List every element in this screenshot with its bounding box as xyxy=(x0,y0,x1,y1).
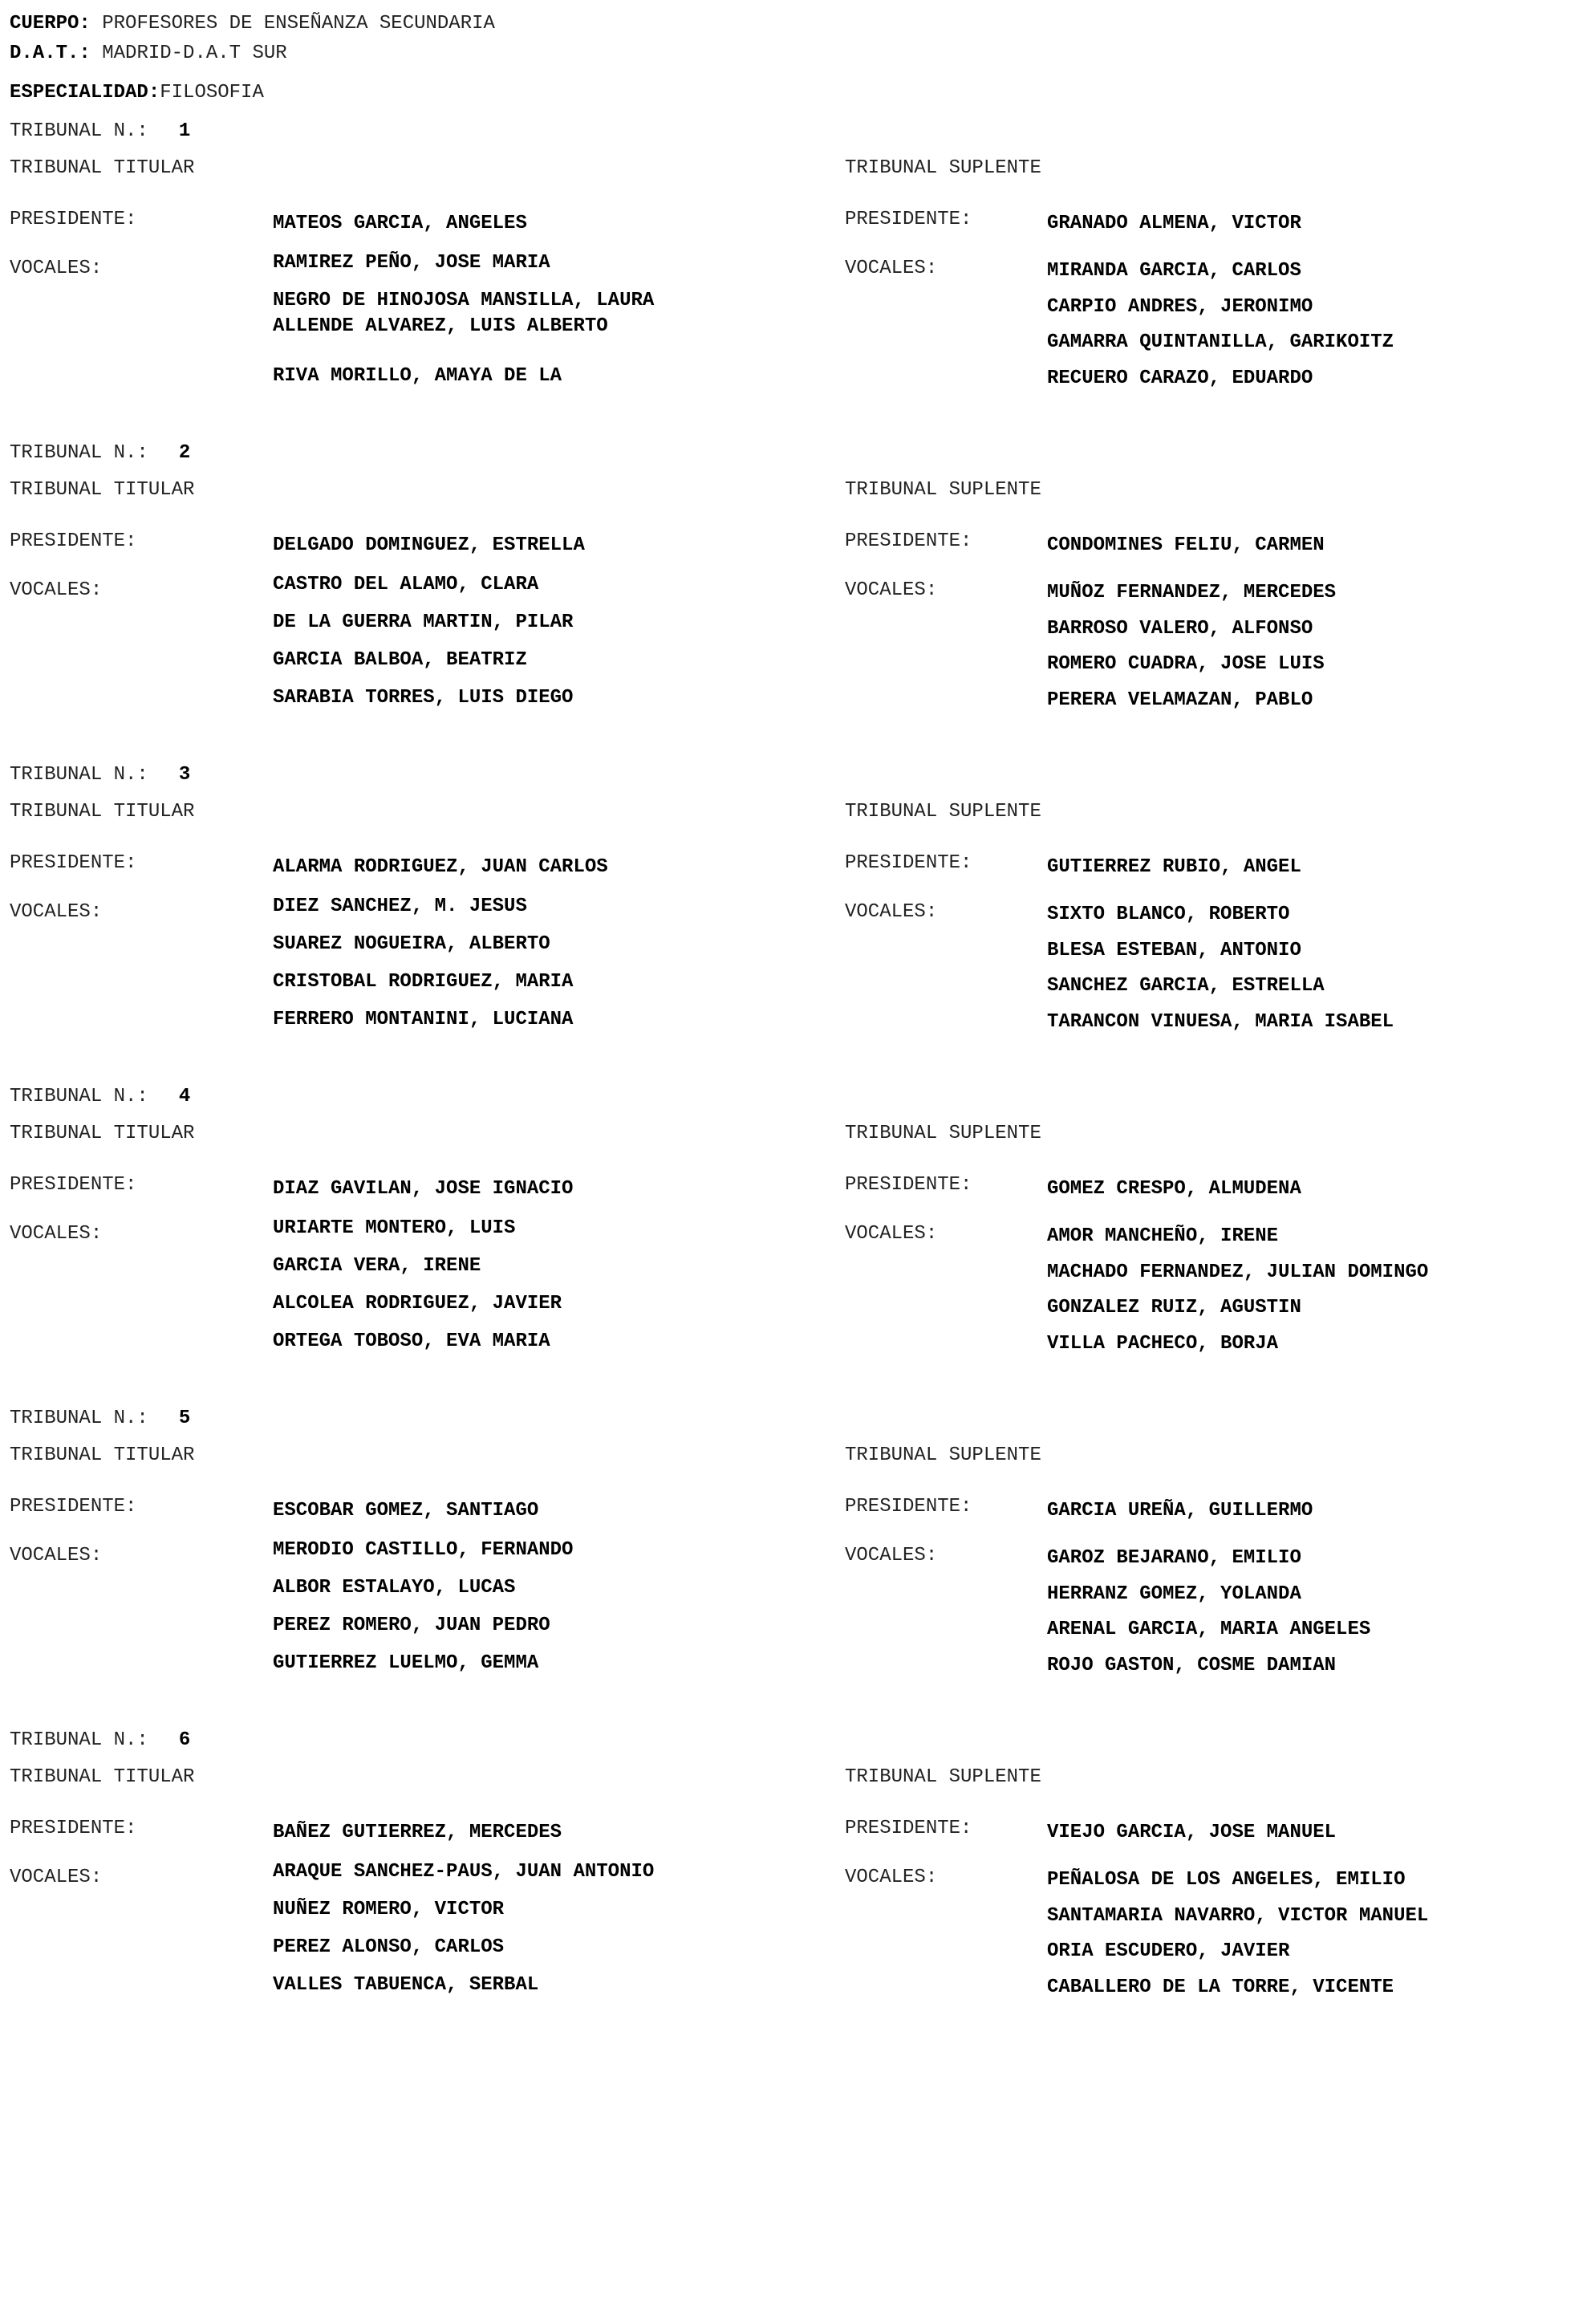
dat-line xyxy=(10,44,287,63)
suplente-presidente-label: PRESIDENTE: xyxy=(845,1174,972,1196)
dat-label: D.A.T.: xyxy=(10,43,91,64)
titular-vocales-label: VOCALES: xyxy=(10,579,103,601)
suplente-vocal: HERRANZ GOMEZ, YOLANDA xyxy=(1047,1583,1301,1605)
suplente-presidente: GARCIA UREÑA, GUILLERMO xyxy=(1047,1500,1313,1522)
tribunal-number-label: TRIBUNAL N.: xyxy=(10,1408,148,1429)
suplente-vocal: ORIA ESCUDERO, JAVIER xyxy=(1047,1940,1290,1962)
especialidad-value: FILOSOFIA xyxy=(160,82,264,104)
tribunal-number-label: TRIBUNAL N.: xyxy=(10,1729,148,1751)
suplente-vocal: MACHADO FERNANDEZ, JULIAN DOMINGO xyxy=(1047,1261,1429,1283)
titular-vocal: ARAQUE SANCHEZ-PAUS, JUAN ANTONIO xyxy=(273,1861,655,1883)
titular-vocal: DE LA GUERRA MARTIN, PILAR xyxy=(273,611,574,633)
titular-heading: TRIBUNAL TITULAR xyxy=(10,479,195,501)
tribunal-number-label: TRIBUNAL N.: xyxy=(10,1086,148,1107)
titular-heading: TRIBUNAL TITULAR xyxy=(10,801,195,823)
suplente-vocal: CARPIO ANDRES, JERONIMO xyxy=(1047,295,1313,318)
tribunal-number-label: TRIBUNAL N.: xyxy=(10,442,148,464)
suplente-heading: TRIBUNAL SUPLENTE xyxy=(845,479,1041,501)
titular-vocal: SARABIA TORRES, LUIS DIEGO xyxy=(273,687,574,709)
suplente-heading: TRIBUNAL SUPLENTE xyxy=(845,801,1041,823)
titular-presidente: MATEOS GARCIA, ANGELES xyxy=(273,213,527,234)
cuerpo-value: PROFESORES DE ENSEÑANZA SECUNDARIA xyxy=(102,13,495,35)
tribunal-number-label: TRIBUNAL N.: xyxy=(10,120,148,142)
titular-vocal: VALLES TABUENCA, SERBAL xyxy=(273,1974,539,1996)
titular-presidente: DELGADO DOMINGUEZ, ESTRELLA xyxy=(273,534,585,556)
suplente-heading: TRIBUNAL SUPLENTE xyxy=(845,157,1041,179)
tribunal-number: 1 xyxy=(178,120,191,142)
titular-vocal: FERRERO MONTANINI, LUCIANA xyxy=(273,1009,574,1030)
suplente-heading: TRIBUNAL SUPLENTE xyxy=(845,1123,1041,1144)
titular-vocal: ALLENDE ALVAREZ, LUIS ALBERTO xyxy=(273,315,608,337)
titular-heading: TRIBUNAL TITULAR xyxy=(10,157,195,179)
suplente-presidente-label: PRESIDENTE: xyxy=(845,530,972,552)
titular-vocal: SUAREZ NOGUEIRA, ALBERTO xyxy=(273,933,550,955)
suplente-vocal: SIXTO BLANCO, ROBERTO xyxy=(1047,904,1290,925)
suplente-vocal: GONZALEZ RUIZ, AGUSTIN xyxy=(1047,1297,1301,1318)
suplente-vocal: TARANCON VINUESA, MARIA ISABEL xyxy=(1047,1010,1394,1033)
titular-heading: TRIBUNAL TITULAR xyxy=(10,1766,195,1788)
suplente-vocal: SANTAMARIA NAVARRO, VICTOR MANUEL xyxy=(1047,1904,1429,1927)
tribunal-number: 3 xyxy=(178,764,191,786)
cuerpo-line xyxy=(10,14,495,34)
titular-vocal: NUÑEZ ROMERO, VICTOR xyxy=(273,1899,505,1920)
suplente-vocales-label: VOCALES: xyxy=(845,1545,938,1566)
titular-vocal: URIARTE MONTERO, LUIS xyxy=(273,1217,516,1239)
titular-vocal: NEGRO DE HINOJOSA MANSILLA, LAURA xyxy=(273,290,655,311)
suplente-vocales-label: VOCALES: xyxy=(845,1223,938,1245)
suplente-vocal: PEÑALOSA DE LOS ANGELES, EMILIO xyxy=(1047,1869,1406,1891)
titular-presidente-label: PRESIDENTE: xyxy=(10,530,137,552)
titular-vocales-label: VOCALES: xyxy=(10,1867,103,1888)
tribunal-number: 5 xyxy=(178,1408,191,1429)
suplente-presidente-label: PRESIDENTE: xyxy=(845,209,972,230)
titular-vocales-label: VOCALES: xyxy=(10,1223,103,1245)
suplente-presidente: GUTIERREZ RUBIO, ANGEL xyxy=(1047,856,1301,878)
titular-vocal: GUTIERREZ LUELMO, GEMMA xyxy=(273,1652,539,1674)
titular-vocal: DIEZ SANCHEZ, M. JESUS xyxy=(273,896,527,917)
suplente-vocal: PERERA VELAMAZAN, PABLO xyxy=(1047,689,1313,711)
titular-vocal: ALCOLEA RODRIGUEZ, JAVIER xyxy=(273,1293,562,1314)
suplente-vocales-label: VOCALES: xyxy=(845,1867,938,1888)
suplente-vocal: VILLA PACHECO, BORJA xyxy=(1047,1332,1279,1355)
suplente-vocal: MIRANDA GARCIA, CARLOS xyxy=(1047,260,1301,282)
tribunal-number-line xyxy=(10,1409,190,1428)
suplente-vocal: GAROZ BEJARANO, EMILIO xyxy=(1047,1547,1301,1569)
tribunal-number-line xyxy=(10,122,190,141)
titular-presidente: DIAZ GAVILAN, JOSE IGNACIO xyxy=(273,1178,574,1200)
titular-presidente-label: PRESIDENTE: xyxy=(10,852,137,874)
titular-vocales-label: VOCALES: xyxy=(10,901,103,923)
suplente-presidente: GRANADO ALMENA, VICTOR xyxy=(1047,213,1301,234)
suplente-vocal: ROJO GASTON, COSME DAMIAN xyxy=(1047,1654,1337,1676)
suplente-vocal: ROMERO CUADRA, JOSE LUIS xyxy=(1047,653,1325,675)
tribunal-number: 2 xyxy=(178,442,191,464)
suplente-vocal: BARROSO VALERO, ALFONSO xyxy=(1047,617,1313,640)
titular-vocales-label: VOCALES: xyxy=(10,258,103,279)
suplente-presidente: CONDOMINES FELIU, CARMEN xyxy=(1047,534,1325,556)
suplente-presidente-label: PRESIDENTE: xyxy=(845,852,972,874)
tribunal-number-line xyxy=(10,766,190,785)
especialidad-label: ESPECIALIDAD: xyxy=(10,82,160,104)
titular-presidente: BAÑEZ GUTIERREZ, MERCEDES xyxy=(273,1822,562,1843)
suplente-heading: TRIBUNAL SUPLENTE xyxy=(845,1444,1041,1466)
suplente-vocal: AMOR MANCHEÑO, IRENE xyxy=(1047,1225,1279,1247)
titular-vocal: MERODIO CASTILLO, FERNANDO xyxy=(273,1539,574,1561)
titular-vocal: ALBOR ESTALAYO, LUCAS xyxy=(273,1577,516,1599)
suplente-vocal: RECUERO CARAZO, EDUARDO xyxy=(1047,367,1313,389)
suplente-vocal: BLESA ESTEBAN, ANTONIO xyxy=(1047,939,1301,961)
suplente-presidente: GOMEZ CRESPO, ALMUDENA xyxy=(1047,1178,1301,1200)
titular-presidente-label: PRESIDENTE: xyxy=(10,1818,137,1839)
titular-heading: TRIBUNAL TITULAR xyxy=(10,1444,195,1466)
tribunal-number-line xyxy=(10,444,190,463)
titular-vocal: PEREZ ALONSO, CARLOS xyxy=(273,1936,505,1958)
suplente-presidente: VIEJO GARCIA, JOSE MANUEL xyxy=(1047,1822,1337,1843)
especialidad-line xyxy=(10,83,264,103)
suplente-vocal: ARENAL GARCIA, MARIA ANGELES xyxy=(1047,1619,1371,1640)
titular-vocal: CASTRO DEL ALAMO, CLARA xyxy=(273,574,539,595)
titular-presidente-label: PRESIDENTE: xyxy=(10,1174,137,1196)
titular-vocal: PEREZ ROMERO, JUAN PEDRO xyxy=(273,1615,550,1636)
titular-vocal: ORTEGA TOBOSO, EVA MARIA xyxy=(273,1331,550,1352)
titular-heading: TRIBUNAL TITULAR xyxy=(10,1123,195,1144)
suplente-vocales-label: VOCALES: xyxy=(845,258,938,279)
cuerpo-label: CUERPO: xyxy=(10,13,91,35)
titular-vocal: GARCIA BALBOA, BEATRIZ xyxy=(273,649,527,671)
titular-presidente: ALARMA RODRIGUEZ, JUAN CARLOS xyxy=(273,856,608,878)
suplente-heading: TRIBUNAL SUPLENTE xyxy=(845,1766,1041,1788)
titular-vocal: CRISTOBAL RODRIGUEZ, MARIA xyxy=(273,971,574,993)
titular-presidente-label: PRESIDENTE: xyxy=(10,209,137,230)
suplente-vocales-label: VOCALES: xyxy=(845,579,938,601)
suplente-vocales-label: VOCALES: xyxy=(845,901,938,923)
tribunal-number-line xyxy=(10,1731,190,1750)
suplente-vocal: CABALLERO DE LA TORRE, VICENTE xyxy=(1047,1976,1394,1998)
tribunal-number: 6 xyxy=(178,1729,191,1751)
titular-presidente: ESCOBAR GOMEZ, SANTIAGO xyxy=(273,1500,539,1522)
titular-presidente-label: PRESIDENTE: xyxy=(10,1496,137,1518)
suplente-vocal: SANCHEZ GARCIA, ESTRELLA xyxy=(1047,975,1325,997)
tribunal-number: 4 xyxy=(178,1086,191,1107)
titular-vocal: GARCIA VERA, IRENE xyxy=(273,1255,481,1277)
suplente-presidente-label: PRESIDENTE: xyxy=(845,1496,972,1518)
tribunal-number-line xyxy=(10,1087,190,1107)
suplente-vocal: GAMARRA QUINTANILLA, GARIKOITZ xyxy=(1047,331,1394,353)
titular-vocal: RAMIREZ PEÑO, JOSE MARIA xyxy=(273,252,550,274)
suplente-vocal: MUÑOZ FERNANDEZ, MERCEDES xyxy=(1047,582,1337,603)
dat-value: MADRID-D.A.T SUR xyxy=(102,43,287,64)
titular-vocales-label: VOCALES: xyxy=(10,1545,103,1566)
tribunal-number-label: TRIBUNAL N.: xyxy=(10,764,148,786)
suplente-presidente-label: PRESIDENTE: xyxy=(845,1818,972,1839)
titular-vocal: RIVA MORILLO, AMAYA DE LA xyxy=(273,365,562,387)
